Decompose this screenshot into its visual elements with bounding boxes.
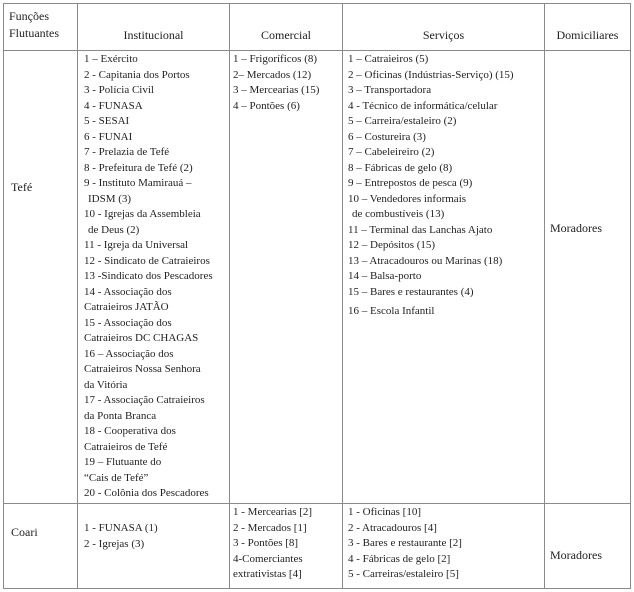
list-item: 13 -Sindicato dos Pescadores	[84, 270, 213, 282]
coari-domiciliares: Moradores	[550, 548, 602, 562]
list-item: de Deus (2)	[88, 223, 140, 236]
list-item: 18 - Cooperativa dos	[84, 425, 176, 437]
list-item: 9 - Instituto Mamirauá –	[84, 177, 192, 189]
header-flutuantes: Flutuantes	[9, 26, 59, 40]
list-item: 8 - Prefeitura de Tefé (2)	[84, 161, 193, 174]
row-label-tefe: Tefé	[11, 180, 33, 194]
border-row-divider	[3, 503, 631, 504]
border-header-bottom	[3, 50, 631, 51]
list-item: 2 - Mercados [1]	[233, 521, 307, 534]
list-item: 8 – Fábricas de gelo (8)	[348, 161, 453, 174]
header-domiciliares: Domiciliares	[556, 28, 619, 42]
list-item: 3 – Mercearias (15)	[233, 84, 320, 96]
coari-institucional-list	[84, 521, 158, 552]
col-divider-1	[77, 3, 78, 589]
list-item: 1 - Mercearias [2]	[233, 506, 313, 518]
list-item: 3 - Bares e restaurante [2]	[348, 537, 462, 549]
border-right	[630, 3, 631, 589]
tefe-domiciliares: Moradores	[550, 221, 602, 235]
list-item: 1 – Frigoríficos (8)	[233, 53, 318, 65]
tefe-comercial-list	[233, 52, 319, 114]
list-item: 12 – Depósitos (15)	[348, 239, 436, 251]
list-item: 14 – Balsa-porto	[348, 270, 422, 282]
list-item: 15 - Associação dos	[84, 316, 172, 329]
list-item: da Ponta Branca	[84, 409, 157, 422]
functions-table	[3, 3, 631, 589]
list-item: 16 – Associação dos	[84, 347, 174, 360]
coari-servicos-list	[348, 505, 462, 583]
list-item: 6 - FUNAI	[84, 130, 133, 143]
list-item: Catraieiros JATÃO	[84, 301, 169, 313]
list-item: 16 – Escola Infantil	[348, 305, 435, 317]
header-institucional: Institucional	[123, 28, 184, 42]
coari-comercial-list	[233, 505, 312, 583]
border-top	[3, 3, 631, 4]
list-item: 10 - Igrejas da Assembleia	[84, 208, 201, 220]
header-funcoes: Funções	[9, 9, 49, 23]
list-item: 2 – Oficinas (Indústrias-Serviço) (15)	[348, 68, 514, 81]
list-item: 4 - Fábricas de gelo [2]	[348, 552, 451, 565]
col-divider-3	[342, 3, 343, 589]
list-item: 20 - Colônia dos Pescadores	[84, 487, 209, 499]
list-item: 14 - Associação dos	[84, 285, 172, 298]
list-item: 11 - Igreja da Universal	[84, 239, 189, 251]
list-item: 2 - Capitania dos Portos	[84, 68, 190, 81]
list-item: extrativistas [4]	[233, 568, 302, 580]
list-item: IDSM (3)	[88, 192, 132, 205]
tefe-institucional-list	[84, 52, 213, 502]
list-item: 5 - Carreiras/estaleiro [5]	[348, 568, 459, 580]
list-item: 2 - Atracadouros [4]	[348, 521, 437, 534]
list-item: Catraieiros DC CHAGAS	[84, 332, 199, 344]
list-item: 4 - Técnico de informática/celular	[348, 99, 498, 112]
header-funcoes-flutuantes	[9, 9, 75, 41]
list-item: 4-Comerciantes	[233, 552, 303, 565]
row-label-coari: Coari	[11, 525, 38, 539]
list-item: 10 – Vendedores informais	[348, 192, 467, 205]
list-item: “Cais de Tefé”	[84, 471, 149, 484]
list-item: 4 – Pontões (6)	[233, 99, 300, 112]
header-servicos: Serviços	[422, 28, 465, 42]
list-item: 5 - SESAI	[84, 115, 130, 127]
list-item: 1 – Catraieiros (5)	[348, 53, 429, 65]
col-divider-4	[544, 3, 545, 589]
list-item: Catraieiros Nossa Senhora	[84, 363, 201, 375]
list-item: de combustíveis (13)	[352, 208, 445, 220]
list-item: 3 - Pontões [8]	[233, 537, 299, 549]
list-item: 1 - Oficinas [10]	[348, 506, 422, 518]
list-item: 15 – Bares e restaurantes (4)	[348, 285, 474, 298]
border-left	[3, 3, 4, 589]
list-item: 2– Mercados (12)	[233, 68, 312, 81]
col-divider-2	[229, 3, 230, 589]
list-item: 13 – Atracadouros ou Marinas (18)	[348, 254, 503, 267]
list-item: 1 – Exército	[84, 53, 138, 65]
header-comercial: Comercial	[261, 28, 311, 42]
list-item: 9 – Entrepostos de pesca (9)	[348, 177, 473, 189]
list-item: 12 - Sindicato de Catraieiros	[84, 254, 210, 267]
border-bottom	[3, 588, 631, 589]
list-item: 3 – Transportadora	[348, 84, 432, 96]
list-item: Catraieiros de Tefé	[84, 440, 168, 453]
list-item: 2 - Igrejas (3)	[84, 537, 145, 550]
list-item: 4 - FUNASA	[84, 99, 143, 112]
list-item: 7 - Prelazia de Tefé	[84, 146, 170, 158]
list-item: 17 - Associação Catraieiros	[84, 394, 205, 406]
list-item: 19 – Flutuante do	[84, 456, 162, 468]
list-item: da Vitória	[84, 378, 128, 391]
list-item: 7 – Cabeleireiro (2)	[348, 146, 435, 158]
tefe-servicos-list	[348, 52, 514, 320]
list-item: 6 – Costureira (3)	[348, 130, 426, 143]
list-item: 11 – Terminal das Lanchas Ajato	[348, 223, 493, 236]
list-item: 3 - Polícia Civil	[84, 84, 154, 96]
list-item: 1 - FUNASA (1)	[84, 522, 158, 534]
list-item: 5 – Carreira/estaleiro (2)	[348, 115, 457, 127]
